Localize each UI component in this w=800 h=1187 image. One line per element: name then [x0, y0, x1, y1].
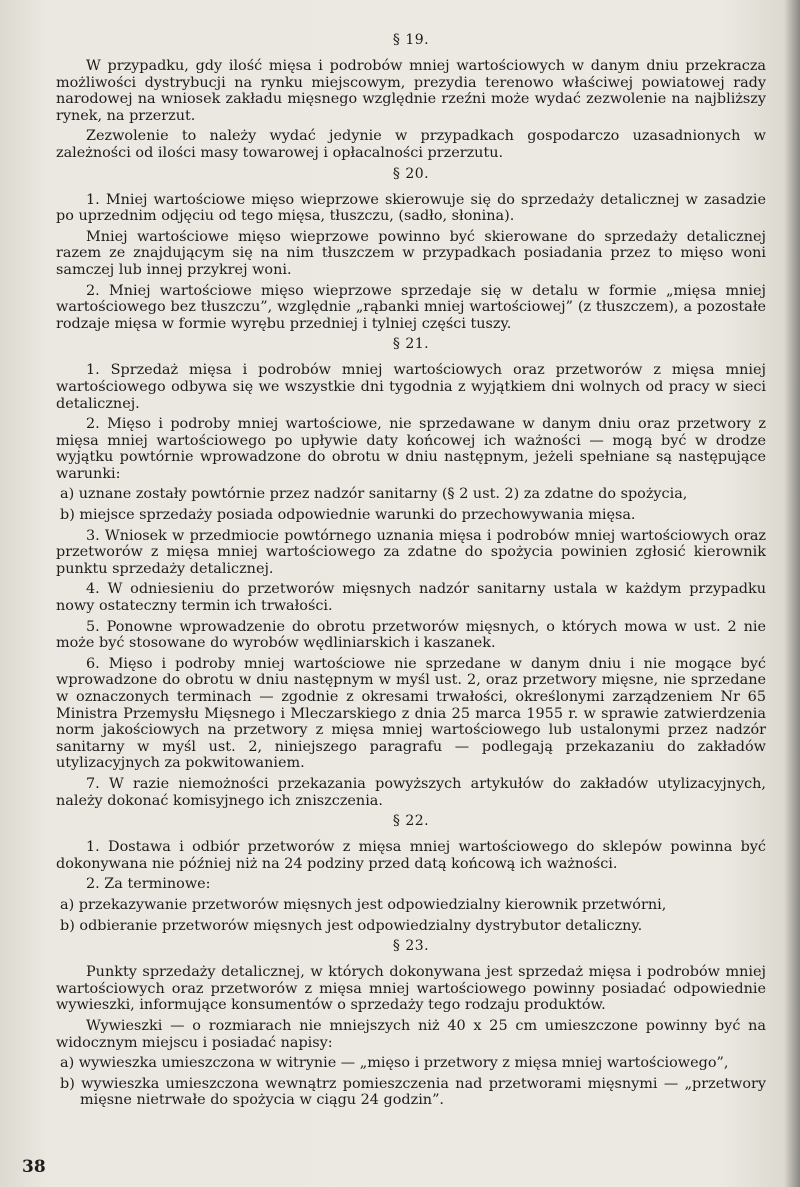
section-22: [56, 813, 766, 934]
list-item: b) miejsce sprzedaży posiada odpowiednie warunki do przechowywania mięsa.: [60, 507, 636, 524]
page-number: 38: [22, 1157, 46, 1177]
paragraph: 1. Mniej wartościowe mięso wieprzowe skierowuje się do sprzedaży detalicznej w zasadzie po uprzednim odjęciu od tego mięsa, tłuszczu, (sadło, słonina).: [56, 191, 766, 225]
paragraph: 1. Dostawa i odbiór przetworów z mięsa mniej wartościowego do sklepów powinna być dokonywana nie później niż na 24 podziny przed datą końcową ich ważności.: [56, 839, 766, 872]
paragraph: Punkty sprzedaży detalicznej, w których dokonywana jest sprzedaż mięsa i podrobów mniej wartościowych oraz przetworów z mięsa mniej wartościowego powinny posiadać odpowiednie wywieszki, informujące konsumentów o sprzedaży tego rodzaju produktów.: [56, 964, 766, 1014]
paragraph: Mniej wartościowe mięso wieprzowe powinno być skierowane do sprzedaży detalicznej razem ze znajdującym się na nim tłuszczem w przypadkach posiadania przez to mięso woni samczej lub innej przykrej woni.: [56, 228, 766, 278]
section-21: [56, 336, 766, 809]
paragraph: 3. Wniosek w przedmiocie powtórnego uznania mięsa i podrobów mniej wartościowych oraz przetworów z mięsa mniej wartościowego za zdatne do spożycia powinien zgłosić kierownik punktu sprzedaży detalicznej.: [56, 527, 766, 577]
section-19: [56, 32, 766, 162]
paragraph: 5. Ponowne wprowadzenie do obrotu przetworów mięsnych, o których mowa w ust. 2 nie może być stosowane do wyrobów wędliniarskich i kaszanek.: [56, 618, 766, 652]
paragraph: 4. W odniesieniu do przetworów mięsnych nadzór sanitarny ustala w każdym przypadku nowy ostateczny termin ich trwałości.: [56, 581, 766, 615]
paragraph: 2. Mięso i podroby mniej wartościowe, nie sprzedawane w danym dniu oraz przetwory z mięsa mniej wartościowego po upływie daty końcowej ich ważności — mogą być w drodze wyjątku powtórnie wprowadzone do obrotu w dniu następnym, jeżeli spełniane są następujące warunki:: [56, 416, 766, 482]
paragraph: Zezwolenie to należy wydać jedynie w przypadkach gospodarczo uzasadnionych w zależności od ilości masy towarowej i opłacalności przerzutu.: [56, 128, 766, 161]
paragraph: 2. Mniej wartościowe mięso wieprzowe sprzedaje się w detalu w formie „mięsa mniej wartościowego bez tłuszczu”, względnie „rąbanki mniej wartościowej” (z tłuszczem), a pozostałe rodzaje mięsa w formie wyrębu przedniej i tylniej części tuszy.: [56, 282, 766, 332]
section-heading: § 22.: [392, 813, 430, 830]
list-item: a) przekazywanie przetworów mięsnych jest odpowiedzialny kierownik przetwórni,: [60, 896, 667, 913]
paragraph: 7. W razie niemożności przekazania powyższych artykułów do zakładów utylizacyjnych, należy dokonać komisyjnego ich zniszczenia.: [56, 775, 766, 809]
paragraph: 6. Mięso i podroby mniej wartościowe nie sprzedane w danym dniu i nie mogące być wprowadzone do obrotu w dniu następnym w myśl ust. 2, oraz przetwory mięsne, nie sprzedane w oznaczonych terminach — zgodnie z okresami trwałości, określonymi zarządzeniem Nr 65 Ministra Przemysłu Mięsnego i Mleczarskiego z dnia 25 marca 1955 r. w sprawie zatwierdzenia norm jakościowych na przetwory z mięsa mniej wartościowego lub ustalonymi przez nadzór sanitarny w myśl ust. 2, niniejszego paragrafu — podlegają przekazaniu do zakładów utylizacyjnych za pokwitowaniem.: [56, 655, 766, 772]
paragraph: 1. Sprzedaż mięsa i podrobów mniej wartościowych oraz przetworów z mięsa mniej wartościowego odbywa się we wszystkie dni tygodnia z wyjątkiem dni wolnych od pracy w sieci detalicznej.: [56, 362, 766, 412]
list-item: b) wywieszka umieszczona wewnątrz pomieszczenia nad przetworami mięsnymi — „przetwory mięsne nietrwałe do spożycia w ciągu 24 godzin”.: [60, 1075, 766, 1109]
section-23: [56, 938, 766, 1109]
paragraph: 2. Za terminowe:: [86, 876, 211, 893]
paragraph: Wywieszki — o rozmiarach nie mniejszych niż 40 x 25 cm umieszczone powinny być na widocznym miejscu i posiadać napisy:: [56, 1017, 766, 1051]
section-heading: § 23.: [392, 938, 430, 955]
list-item: b) odbieranie przetworów mięsnych jest odpowiedzialny dystrybutor detaliczny.: [60, 917, 643, 934]
list-item: a) uznane zostały powtórnie przez nadzór sanitarny (§ 2 ust. 2) za zdatne do spożycia,: [60, 486, 688, 503]
paragraph: W przypadku, gdy ilość mięsa i podrobów mniej wartościowych w danym dniu przekracza możliwości dystrybucji na rynku miejscowym, prezydia terenowo właściwej powiatowej rady narodowej na wniosek zakładu mięsnego względnie rzeźni może wydać zezwolenie na najbliższy rynek, na przerzut.: [56, 58, 766, 124]
section-heading: § 19.: [392, 32, 430, 48]
section-heading: § 21.: [392, 336, 430, 353]
section-20: [56, 166, 766, 333]
section-heading: § 20.: [392, 165, 430, 182]
list-item: a) wywieszka umieszczona w witrynie — „mięso i przetwory z mięsa mniej wartościowego”,: [60, 1055, 729, 1072]
